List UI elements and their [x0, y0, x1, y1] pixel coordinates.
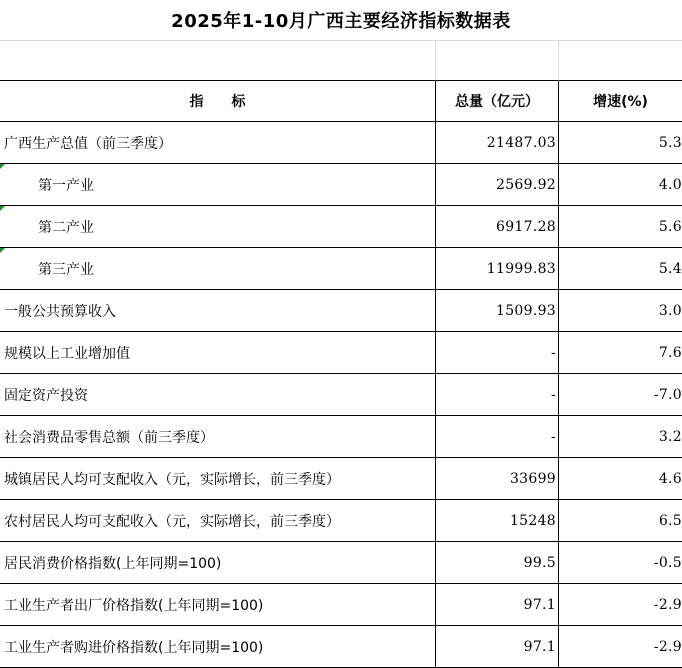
table-row [0, 458, 682, 500]
growth-cell[interactable]: -2.9 [559, 626, 682, 668]
page-title: 2025年1-10月广西主要经济指标数据表 [171, 11, 511, 32]
table-row [0, 122, 682, 164]
indicator-cell[interactable]: 固定资产投资 [0, 374, 436, 416]
cell-comment-marker-icon [0, 206, 5, 211]
indicator-cell[interactable]: 居民消费价格指数(上年同期=100) [0, 542, 436, 584]
header-indicator[interactable]: 指 标 [0, 81, 436, 122]
total-cell[interactable]: 21487.03 [436, 122, 559, 164]
indicator-cell[interactable]: 一般公共预算收入 [0, 290, 436, 332]
indicator-cell[interactable]: 工业生产者购进价格指数(上年同期=100) [0, 626, 436, 668]
table-row [0, 500, 682, 542]
table-header [0, 81, 682, 122]
table-row [0, 542, 682, 584]
blank-cell[interactable] [559, 40, 682, 81]
indicator-cell[interactable]: 第三产业 [0, 248, 436, 290]
table-row [0, 332, 682, 374]
growth-cell[interactable]: 4.6 [559, 458, 682, 500]
growth-cell[interactable]: 6.5 [559, 500, 682, 542]
growth-cell[interactable]: 5.6 [559, 206, 682, 248]
growth-cell[interactable]: -2.9 [559, 584, 682, 626]
total-cell[interactable]: 1509.93 [436, 290, 559, 332]
total-cell[interactable]: 33699 [436, 458, 559, 500]
total-cell[interactable]: 99.5 [436, 542, 559, 584]
table-row [0, 374, 682, 416]
header-growth[interactable]: 增速(%) [559, 81, 682, 122]
total-cell[interactable]: 97.1 [436, 584, 559, 626]
table-row [0, 290, 682, 332]
total-cell[interactable]: 97.1 [436, 626, 559, 668]
total-cell[interactable]: - [436, 332, 559, 374]
indicator-cell[interactable]: 工业生产者出厂价格指数(上年同期=100) [0, 584, 436, 626]
table-row [0, 248, 682, 290]
growth-cell[interactable]: 5.3 [559, 122, 682, 164]
table-row [0, 164, 682, 206]
growth-cell[interactable]: 4.0 [559, 164, 682, 206]
cell-comment-marker-icon [0, 248, 5, 253]
growth-cell[interactable]: -7.0 [559, 374, 682, 416]
indicator-cell[interactable]: 城镇居民人均可支配收入（元，实际增长，前三季度） [0, 458, 436, 500]
total-cell[interactable]: - [436, 374, 559, 416]
total-cell[interactable]: 11999.83 [436, 248, 559, 290]
blank-row [0, 40, 682, 81]
indicator-cell[interactable]: 社会消费品零售总额（前三季度） [0, 416, 436, 458]
blank-cell[interactable] [0, 40, 436, 81]
indicator-cell[interactable]: 第二产业 [0, 206, 436, 248]
indicator-cell[interactable]: 规模以上工业增加值 [0, 332, 436, 374]
table-row [0, 584, 682, 626]
growth-cell[interactable]: 7.6 [559, 332, 682, 374]
table-row [0, 206, 682, 248]
total-cell[interactable]: - [436, 416, 559, 458]
indicator-cell[interactable]: 农村居民人均可支配收入（元，实际增长，前三季度） [0, 500, 436, 542]
total-cell[interactable]: 2569.92 [436, 164, 559, 206]
blank-cell[interactable] [436, 40, 559, 81]
indicator-cell[interactable]: 广西生产总值（前三季度） [0, 122, 436, 164]
growth-cell[interactable]: 5.4 [559, 248, 682, 290]
growth-cell[interactable]: 3.0 [559, 290, 682, 332]
growth-cell[interactable]: 3.2 [559, 416, 682, 458]
table-row [0, 626, 682, 668]
total-cell[interactable]: 15248 [436, 500, 559, 542]
total-cell[interactable]: 6917.28 [436, 206, 559, 248]
indicator-cell[interactable]: 第一产业 [0, 164, 436, 206]
growth-cell[interactable]: -0.5 [559, 542, 682, 584]
header-total[interactable]: 总量（亿元） [436, 81, 559, 122]
table-row [0, 416, 682, 458]
cell-comment-marker-icon [0, 164, 5, 169]
